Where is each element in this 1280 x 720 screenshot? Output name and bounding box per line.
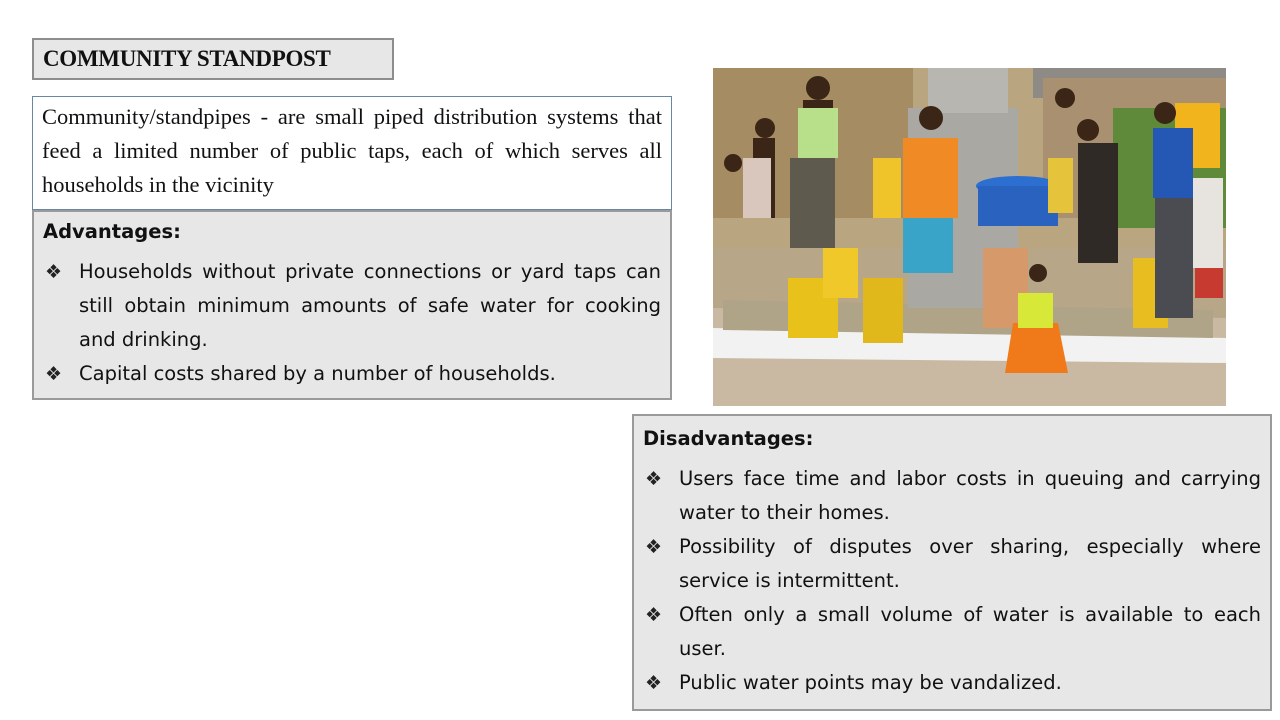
disadvantage-text: Public water points may be vandalized. (679, 671, 1062, 694)
disadvantage-text: Often only a small volume of water is available to each user. (679, 603, 1261, 660)
definition-text: Community/standpipes - are small piped distribution systems that feed a limited number of public taps, each of which serves all households in the vicinity (32, 96, 672, 210)
advantage-text: Capital costs shared by a number of households. (79, 362, 556, 385)
disadvantages-box (632, 414, 1272, 711)
disadvantage-item (643, 598, 1261, 666)
disadvantage-item (643, 666, 1261, 700)
disadvantages-list (643, 462, 1261, 700)
advantages-box (32, 210, 672, 400)
diamond-bullet-icon: ❖ (645, 672, 663, 694)
advantages-heading: Advantages: (43, 220, 181, 243)
disadvantage-item (643, 462, 1261, 530)
diamond-bullet-icon: ❖ (645, 536, 663, 558)
diamond-bullet-icon: ❖ (45, 363, 63, 385)
advantage-item (43, 357, 661, 391)
slide-title: COMMUNITY STANDPOST (32, 38, 394, 80)
disadvantage-item (643, 530, 1261, 598)
disadvantage-text: Possibility of disputes over sharing, especially where service is intermittent. (679, 535, 1261, 592)
advantage-text: Households without private connections or yard taps can still obtain minimum amounts of safe water for cooking and drinking. (79, 260, 661, 351)
diamond-bullet-icon: ❖ (645, 604, 663, 626)
disadvantages-heading: Disadvantages: (643, 427, 814, 450)
diamond-bullet-icon: ❖ (645, 468, 663, 490)
standpost-photo (713, 68, 1226, 406)
diamond-bullet-icon: ❖ (45, 261, 63, 283)
advantage-item (43, 255, 661, 357)
disadvantage-text: Users face time and labor costs in queuing and carrying water to their homes. (679, 467, 1261, 524)
advantages-list (43, 255, 661, 391)
